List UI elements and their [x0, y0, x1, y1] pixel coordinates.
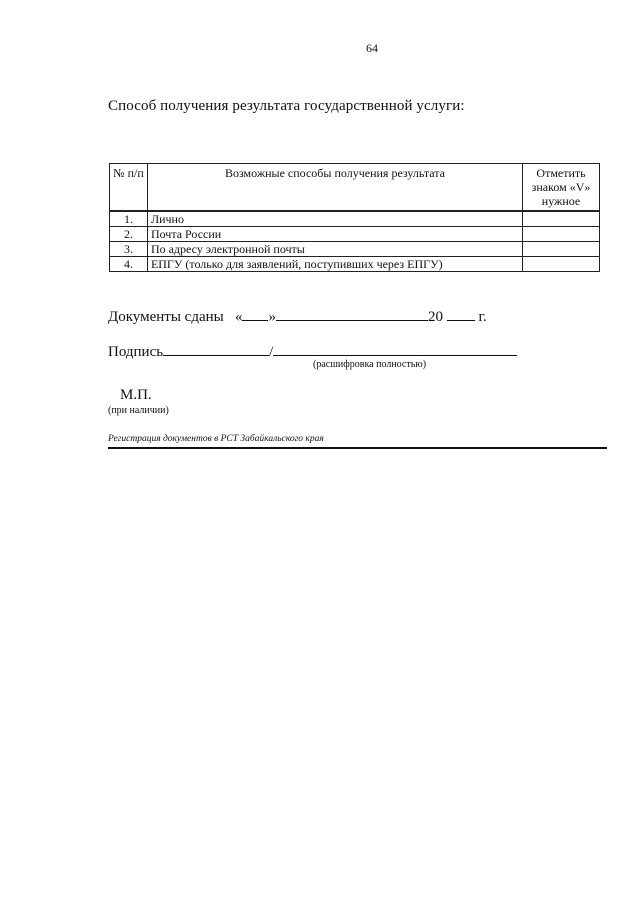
year-field[interactable]: [447, 307, 475, 321]
day-field[interactable]: [242, 307, 268, 321]
signature-separator: /: [269, 344, 274, 360]
row-method: Почта России: [147, 227, 522, 242]
row-number: 3.: [110, 242, 148, 257]
row-method: По адресу электронной почты: [147, 242, 522, 257]
row-number: 2.: [110, 227, 148, 242]
stamp-label: М.П.: [120, 387, 152, 403]
decode-note: (расшифровка полностью): [313, 359, 427, 370]
row-mark-cell[interactable]: [523, 257, 600, 272]
signature-decode-field[interactable]: [273, 342, 517, 356]
year-suffix: г.: [478, 309, 487, 325]
header-number: № п/п: [110, 164, 148, 212]
table-row: [110, 242, 600, 257]
row-mark-cell[interactable]: [523, 211, 600, 227]
table-row: [110, 211, 600, 227]
table-row: [110, 257, 600, 272]
page-number: 64: [366, 41, 378, 55]
row-method: Лично: [147, 211, 522, 227]
signature-field[interactable]: [163, 342, 269, 356]
signature-label: Подпись: [108, 344, 164, 360]
table-header-row: [110, 164, 600, 212]
header-mark: Отметить знаком «V» нужное: [523, 164, 600, 212]
stamp-note: (при наличии): [108, 405, 169, 416]
open-quote: «: [234, 309, 243, 325]
row-method: ЕПГУ (только для заявлений, поступивших через ЕПГУ): [147, 257, 522, 272]
table-row: [110, 227, 600, 242]
row-number: 1.: [110, 211, 148, 227]
close-quote: »: [268, 309, 276, 325]
row-mark-cell[interactable]: [523, 227, 600, 242]
registration-divider: [108, 447, 607, 449]
docs-submitted-label: Документы сданы: [108, 309, 224, 325]
registration-heading: Регистрация документов в РСТ Забайкальского края: [108, 434, 324, 444]
result-method-table: [109, 163, 600, 272]
month-field[interactable]: [276, 307, 428, 321]
docs-submitted-line: [108, 307, 487, 326]
row-number: 4.: [110, 257, 148, 272]
row-mark-cell[interactable]: [523, 242, 600, 257]
section-title: Способ получения результата государственной услуги:: [108, 98, 465, 114]
year-prefix: 20: [427, 309, 443, 325]
header-method: Возможные способы получения результата: [147, 164, 522, 212]
